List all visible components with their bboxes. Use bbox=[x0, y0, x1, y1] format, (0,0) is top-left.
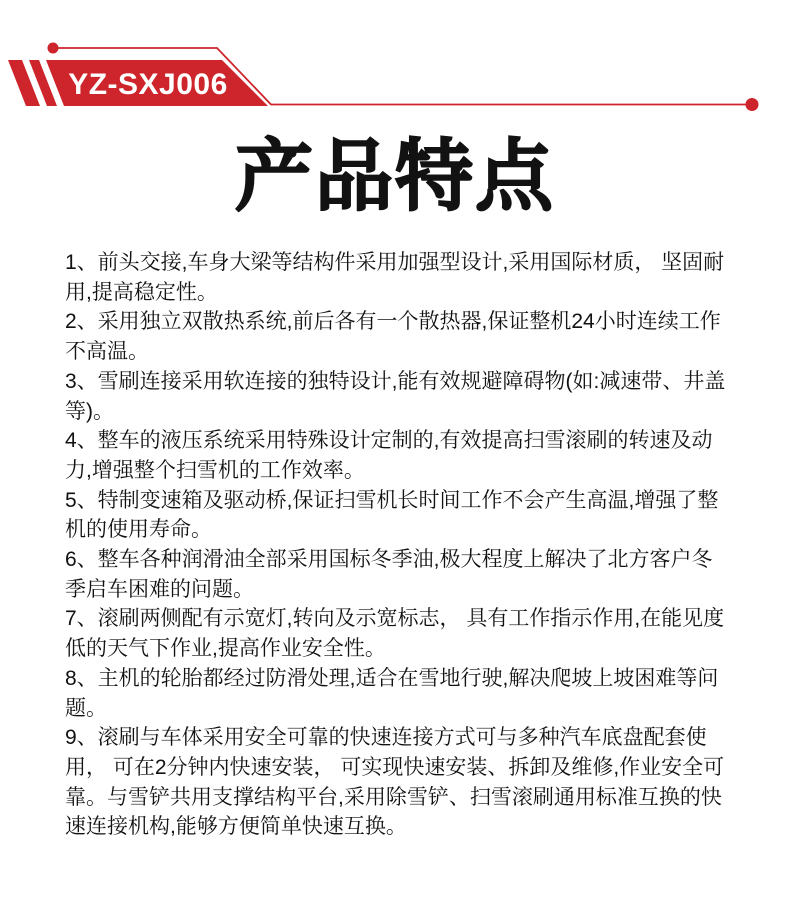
feature-item-2: 2、采用独立双散热系统,前后各有一个散热器,保证整机24小时连续工作不高温。 bbox=[65, 310, 721, 364]
divider-dot-left bbox=[48, 43, 59, 54]
header-decoration bbox=[0, 0, 790, 130]
feature-item-6: 6、整车各种润滑油全部采用国标冬季油,极大程度上解决了北方客户冬季启车困难的问题。 bbox=[65, 548, 713, 601]
feature-item-9: 9、滚刷与车体采用安全可靠的快速连接方式可与多种汽车底盘配套使用， 可在2分钟内快速安装， 可实现快速安装、拆卸及维修,作业安全可靠。与雪铲共用支撑结构平台,采用除雪铲、扫雪滚刷通用标准互换的快速连接机构,能够方便简单快速互换。 bbox=[65, 726, 725, 839]
page-title: 产品特点 bbox=[234, 132, 555, 220]
feature-item-7: 7、滚刷两侧配有示宽灯,转向及示宽标志， 具有工作指示作用,在能见度低的天气下作业,提高作业安全性。 bbox=[65, 607, 725, 661]
divider-dot-right bbox=[746, 98, 759, 111]
model-badge-label: YZ-SXJ006 bbox=[68, 68, 228, 101]
feature-item-4: 4、整车的液压系统采用特殊设计定制的,有效提高扫雪滚刷的转速及动力,增强整个扫雪机的工作效率。 bbox=[65, 429, 713, 482]
feature-item-1: 1、前头交接,车身大梁等结构件采用加强型设计,采用国际材质， 坚固耐用,提高稳定性。 bbox=[65, 251, 725, 304]
feature-list bbox=[65, 248, 728, 842]
feature-item-3: 3、雪刷连接采用软连接的独特设计,能有效规避障碍物(如:减速带、井盖等)。 bbox=[65, 369, 726, 423]
feature-item-5: 5、特制变速箱及驱动桥,保证扫雪机长时间工作不会产生高温,增强了整机的使用寿命。 bbox=[65, 488, 719, 542]
feature-item-8: 8、主机的轮胎都经过防滑处理,适合在雪地行驶,解决爬坡上坡困难等问题。 bbox=[65, 666, 719, 720]
